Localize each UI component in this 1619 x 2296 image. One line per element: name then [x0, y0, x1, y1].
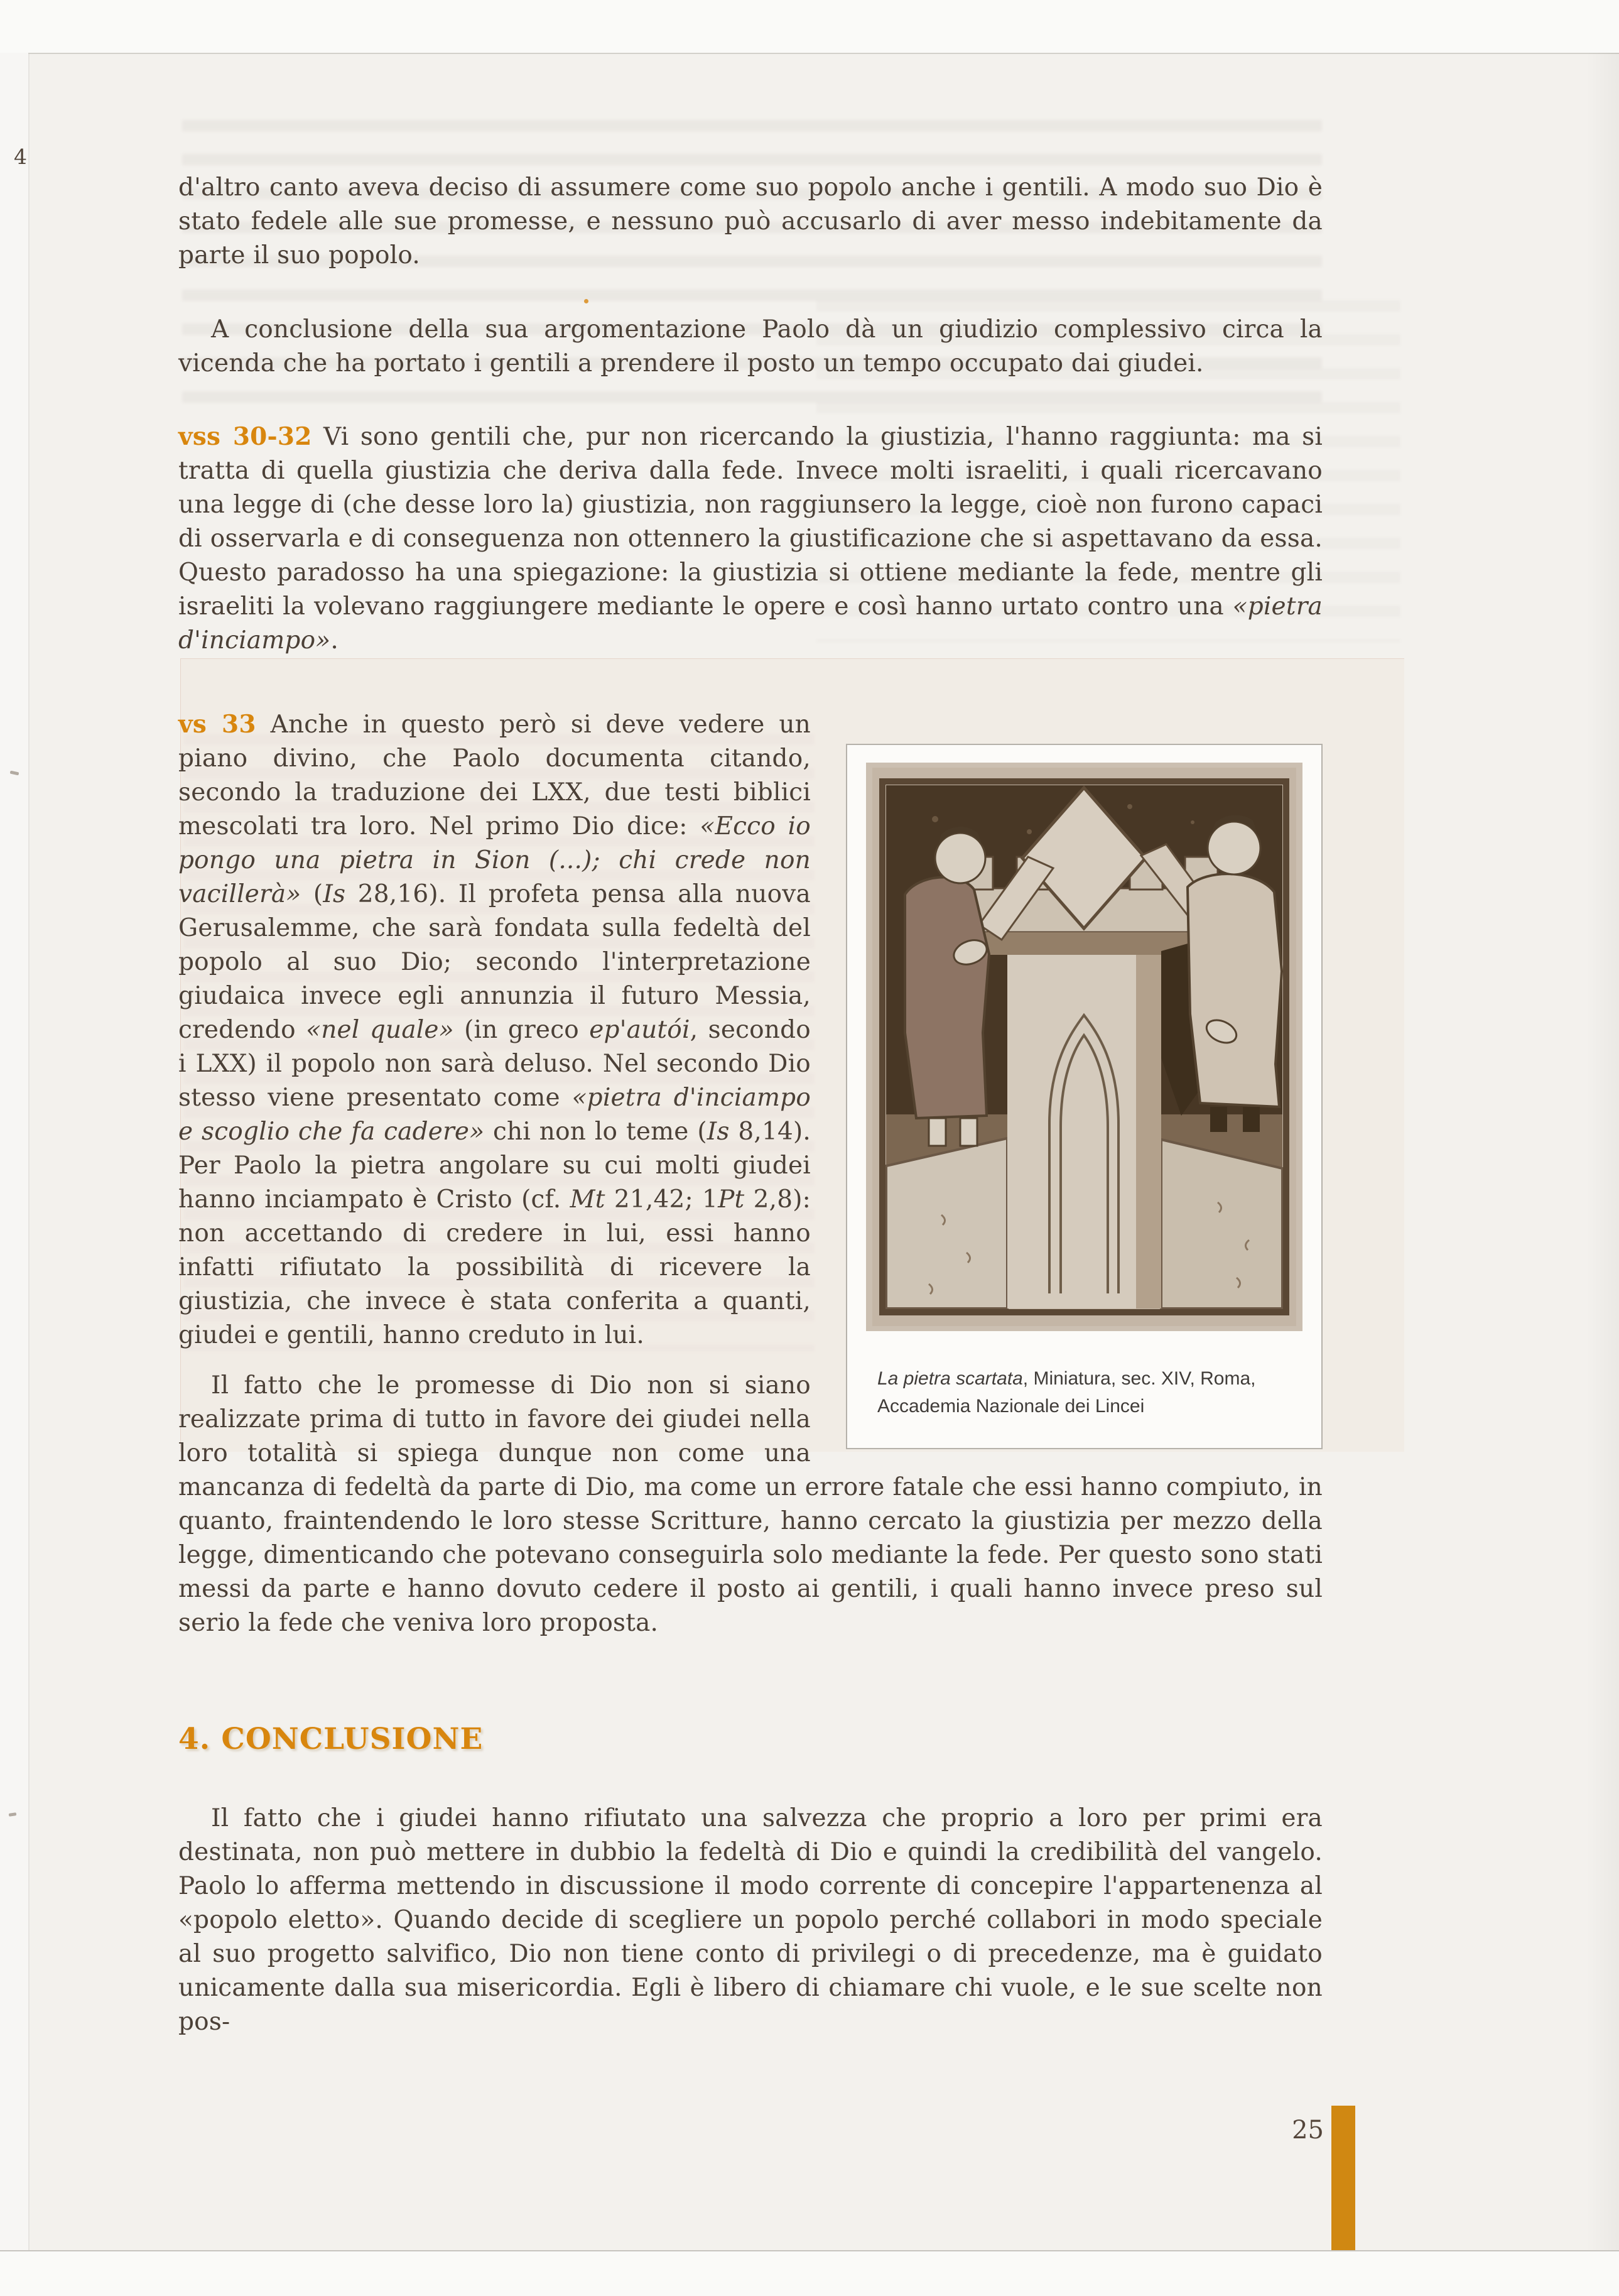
paragraph-conclusione: Il fatto che i giudei hanno rifiutato una salvezza che proprio a loro per primi era destinata, non può mettere in dubbio la fedeltà di Dio e quindi la credibilità del vangelo. Paolo lo afferma mettendo in discussione il modo corrente di concepire l'appartenenza al «popolo eletto». Quando decide di scegliere un popolo perché collabori in modo speciale al suo progetto salvifico, Dio non tiene conto di privilegi o di precedenze, ma è guidato unicamente dalla sua misericordia. Egli è libero di chiamare chi vuole, e le sue scelte non pos-	[178, 1804, 1323, 2036]
paragraph-conclusion-of-argument: A conclusione della sua argomentazione Paolo dà un giudizio complessivo circa la vicenda che ha portato i gentili a prendere il posto un tempo occupato dai giudei.	[178, 315, 1323, 378]
paragraph-vs-33: vs 33 Anche in questo però si deve vedere un piano divino, che Paolo documenta citando, secondo la traduzione dei LXX, due testi biblici mescolati tra loro. Nel primo Dio dice: «Ecco io pongo una pietra in Sion (...); chi crede non vacillerà» (Is 28,16). Il profeta pensa alla nuova Gerusalemme, che sarà fondata sulla fedeltà del popolo al suo Dio; secondo l'interpretazione giudaica invece egli annunzia il futuro Messia, credendo «nel quale» (in greco ep'autói, secondo i LXX) il popolo non sarà deluso. Nel secondo Dio stesso viene presentato come «pietra d'inciampo e scoglio che fa cadere» chi non lo teme (Is 8,14). Per Paolo la pietra angolare su cui molti giudei hanno inciampato è Cristo (cf. Mt 21,42; 1Pt 2,8): non accettando di credere in lui, essi hanno infatti rifiutato la possibilità di ricevere la giustizia, che invece è stata conferita a quanti, giudei e gentili, hanno creduto in lui.	[178, 710, 811, 1349]
figure-caption: La pietra scartata, Miniatura, sec. XIV, Roma, Accademia Nazionale dei Lincei	[877, 1368, 1256, 1417]
page-right-shadow	[1586, 53, 1619, 2250]
right-wall	[1161, 1140, 1282, 1309]
left-wall	[886, 1138, 1007, 1309]
page-left-seam	[28, 54, 30, 2250]
section-heading-conclusione: 4. CONCLUSIONE	[178, 1722, 484, 1756]
tower-shadow-edge	[1136, 907, 1161, 1309]
ink-dot	[584, 299, 588, 303]
margin-number: 4	[14, 144, 27, 169]
section-with-figure	[178, 707, 1323, 1640]
paragraph-vss-30-32: vss 30-32 Vi sono gentili che, pur non ricercando la giustizia, l'hanno raggiunta: ma si tratta di quella giustizia che deriva dalla fede. Invece molti israeliti, i quali ricercavano una legge di (che desse loro la) giustizia, non raggiunsero la legge, cioè non furono capaci di osservarla e di conseguenza non ottennero la giustificazione che si aspettavano da essa. Questo paradosso ha una spiegazione: la giustizia si ottiene mediante la fede, mentre gli israeliti la volevano raggiungere mediante le opere e così hanno urtato contro una «pietra d'inciampo».	[178, 422, 1323, 655]
page-edge-orange-bar	[1331, 2106, 1355, 2251]
scan-bottom-band	[0, 2251, 1619, 2296]
page-top-seam	[0, 53, 1619, 54]
paragraph-promises: Il fatto che le promesse di Dio non si siano realizzate prima di tutto in favore dei giudei nella loro totalità si spiega dunque non come una mancanza di fedeltà da parte di Dio, ma come un errore fatale che essi hanno compiuto, in quanto, fraintendendo le loro stesse Scritture, hanno cercato la giustizia per mezzo della legge, dimenticando che potevano conseguirla solo mediante la fede. Per questo sono stati messi da parte e hanno dovuto cedere il posto ai gentili, i quali hanno invece preso sul serio la fede che veniva loro proposta.	[178, 1371, 1323, 1637]
figure-box	[846, 744, 1323, 1449]
paragraph-intro: d'altro canto aveva deciso di assumere come suo popolo anche i gentili. A modo suo Dio è stato fedele alle sue promesse, e nessuno può accusarlo di aver messo indebitamente da parte il suo popolo.	[178, 173, 1323, 269]
page-number: 25	[1292, 2116, 1324, 2145]
scan-left-band	[0, 53, 28, 2251]
miniature-photo	[866, 763, 1302, 1331]
scan-top-band	[0, 0, 1619, 53]
